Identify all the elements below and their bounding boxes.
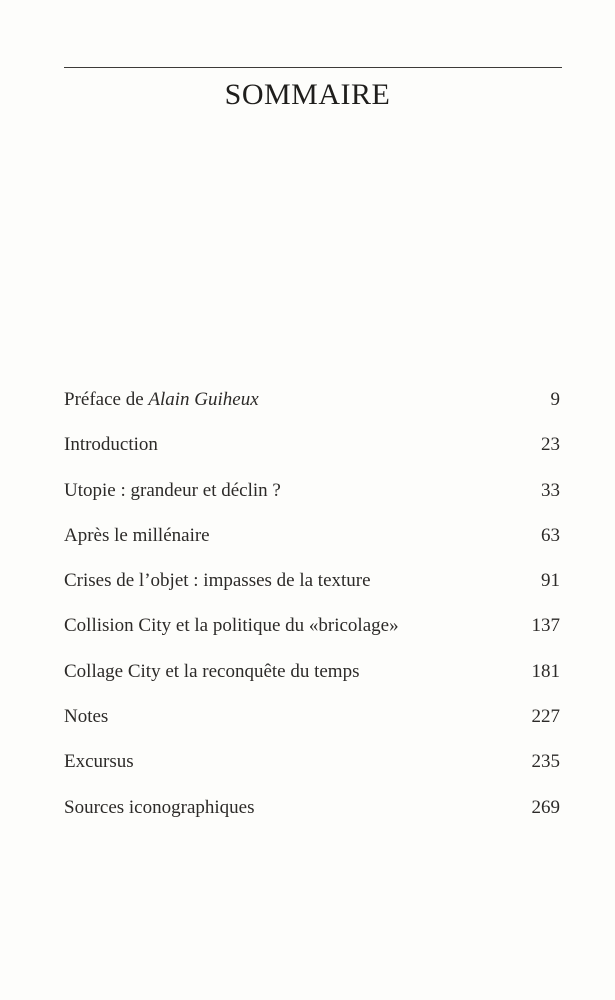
toc-entry [64, 613, 560, 658]
toc-entry-page: 269 [531, 796, 560, 818]
toc-entry [64, 387, 560, 432]
toc-entry [64, 568, 560, 613]
page-title: SOMMAIRE [224, 78, 391, 111]
toc-entry-page: 91 [541, 570, 560, 592]
toc-entry-title: Introduction [64, 434, 158, 456]
toc-entry-title [64, 387, 259, 413]
toc-entry-page: 181 [531, 660, 560, 682]
toc-entry [64, 795, 560, 840]
toc-entry [64, 659, 560, 704]
toc-entry-title: Sources iconographiques [64, 796, 255, 818]
toc-entry-title: Notes [64, 706, 109, 728]
toc-entry-page: 9 [550, 389, 560, 410]
top-rule [64, 67, 562, 68]
toc-entry-page: 137 [531, 615, 560, 637]
toc-entry-page: 23 [541, 434, 560, 456]
toc-entry-page: 235 [531, 751, 560, 773]
toc-entry [64, 749, 560, 794]
toc-entry [64, 432, 560, 477]
toc-entry-page: 227 [531, 706, 560, 728]
toc-entry-author: Alain Guiheux [148, 389, 259, 410]
toc-entry-title-text: Préface de [64, 389, 149, 410]
toc-entry-title: Collision City et la politique du «bricolage» [64, 615, 399, 637]
toc-entry-page: 33 [541, 479, 560, 501]
toc-entry-title: Excursus [64, 751, 134, 773]
toc-entry-title: Après le millénaire [64, 524, 210, 546]
toc-entry [64, 704, 560, 749]
toc-entry-page: 63 [541, 524, 560, 546]
table-of-contents [64, 387, 560, 840]
toc-entry-title: Collage City et la reconquête du temps [64, 660, 360, 682]
toc-entry-title: Crises de l’objet : impasses de la texture [64, 570, 371, 592]
toc-entry [64, 478, 560, 523]
toc-entry [64, 523, 560, 568]
toc-entry-title: Utopie : grandeur et déclin ? [64, 479, 281, 501]
